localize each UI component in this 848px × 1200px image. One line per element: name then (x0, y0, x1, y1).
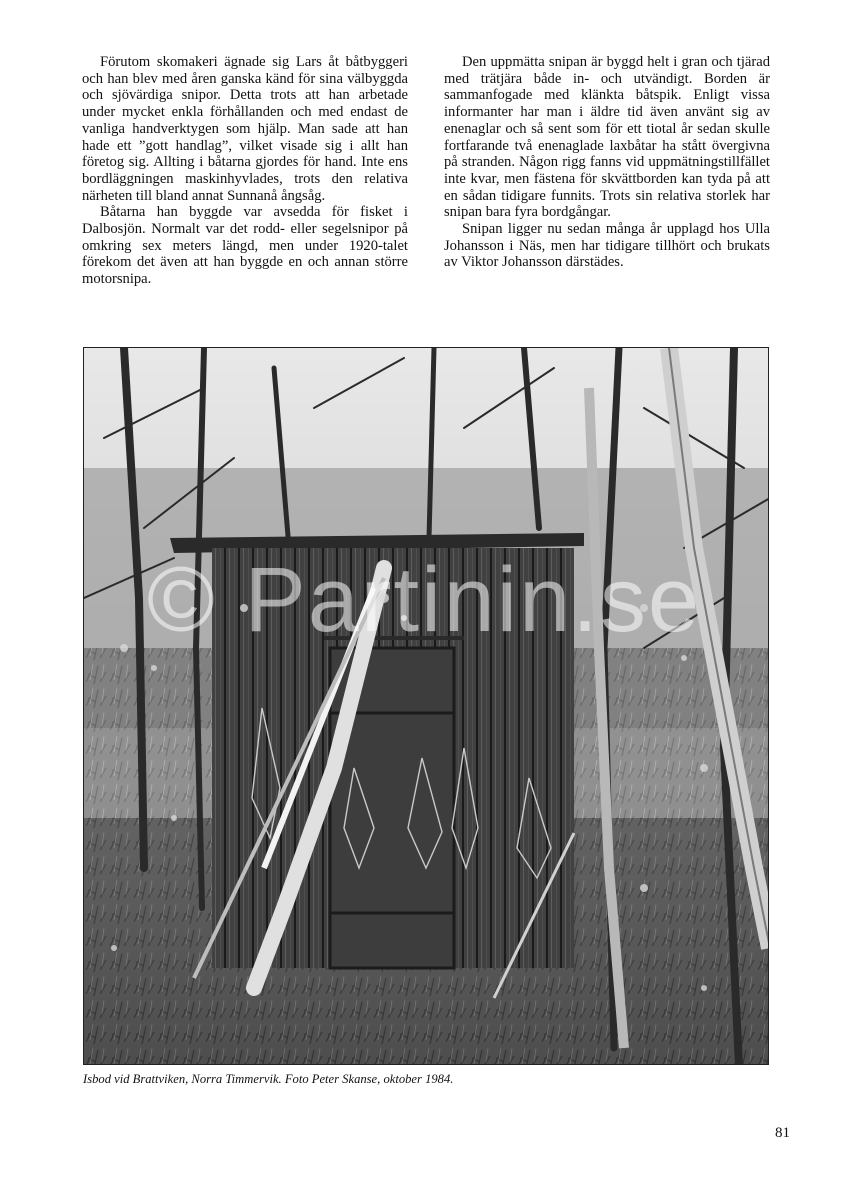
page-number: 81 (775, 1125, 790, 1141)
paragraph: Snipan ligger nu sedan många år upplagd hos Ulla Johansson i Näs, men har tidigare tillhört och brukats av Viktor Johansson därstädes. (444, 221, 770, 271)
shed-photograph (83, 347, 769, 1065)
paragraph: Båtarna han byggde var avsedda för fisket i Dalbosjön. Normalt var det rodd- eller segelsnipor på omkring sex meters längd, men under 1920-talet förekom det även att han byggde en och annan större motorsnipa. (82, 204, 408, 288)
paragraph: Förutom skomakeri ägnade sig Lars åt båtbyggeri och han blev med åren ganska känd för sina välbyggda och sjövärdiga snipor. Detta trots att han arbetade under mycket enkla förhållanden och med endast de vanliga handverktygen som hjälp. Man sade att han hade ett ”gott handlag”, vilket visade sig i allt han företog sig. Allting i båtarna gjordes för hand. Inte ens bordläggningen maskinhyvlades, trots den relativa närheten till bland annat Sunnanå ångsåg. (82, 54, 408, 204)
left-text-column (82, 54, 408, 288)
figure-caption: Isbod vid Brattviken, Norra Timmervik. Foto Peter Skanse, oktober 1984. (83, 1072, 454, 1086)
paragraph: Den uppmätta snipan är byggd helt i gran och tjärad med trätjära både in- och utvändigt. Borden är sammanfogade med klänkta båtspik. Enligt vissa informanter har man i äldre tid även använt sig av enenaglar och så sent som för ett tiotal år sedan skulle fortfarande två enenaglade laxbåtar ha stått övergivna på stranden. Någon rigg fanns vid uppmätningstillfället inte kvar, men fästena för skvättborden kan tyda på att en sådan tidigare funnits. Trots sin relativa storlek har snipan bara fyra bordgångar. (444, 54, 770, 221)
right-text-column (444, 54, 770, 271)
photo-illustration (84, 348, 769, 1065)
watermark-text: © Partinin.se (146, 549, 701, 651)
